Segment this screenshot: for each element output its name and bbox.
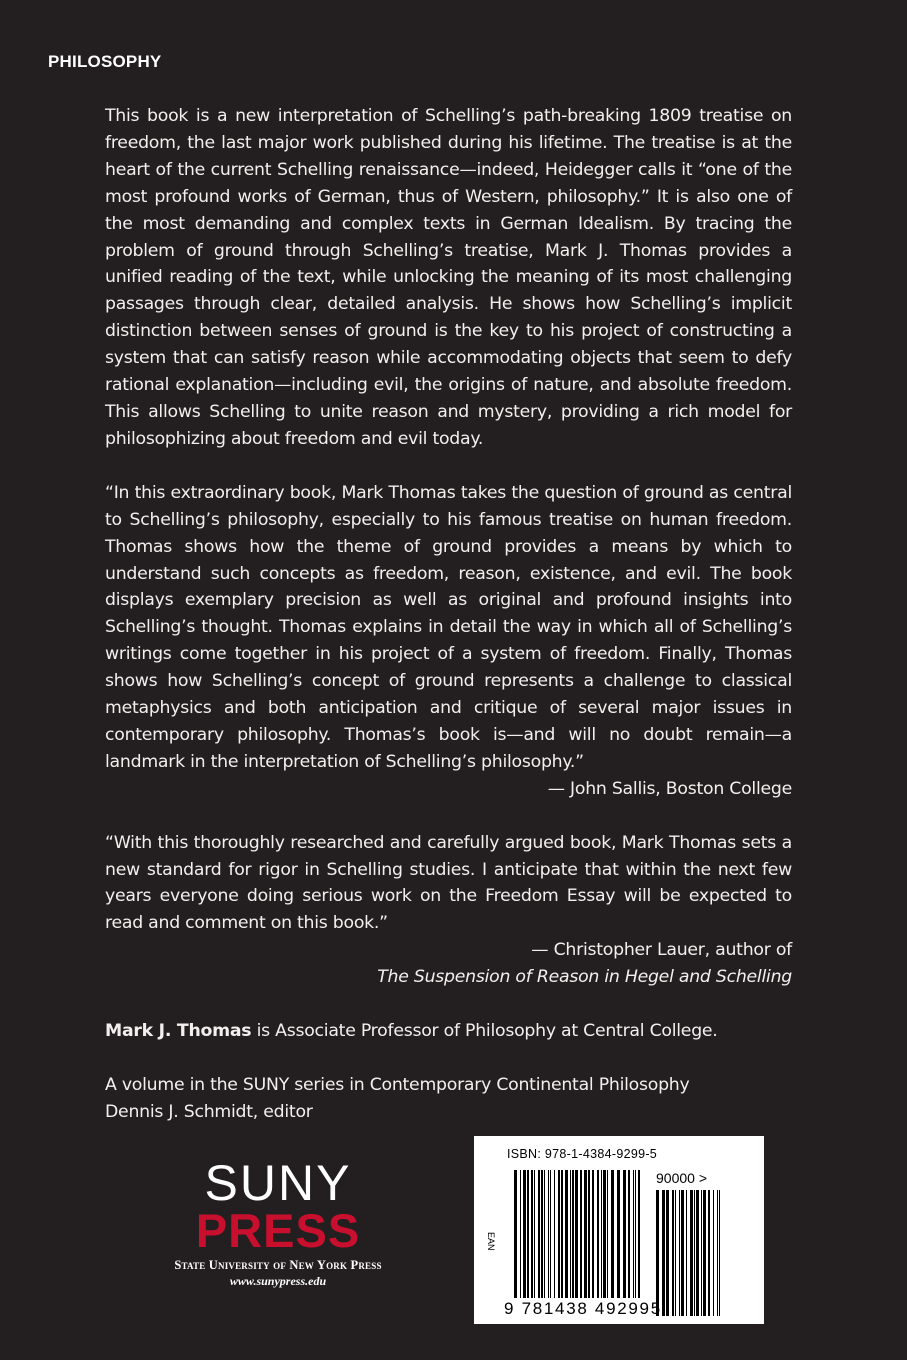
barcode-bar	[638, 1170, 640, 1298]
logo-suny-text: SUNY	[204, 1155, 352, 1211]
barcode-bar	[548, 1170, 549, 1298]
barcode-bars-graphic	[474, 1136, 764, 1324]
barcode-bar	[534, 1170, 535, 1298]
barcode-bar	[520, 1170, 521, 1298]
barcode-bar	[523, 1170, 526, 1298]
book-description: This book is a new interpretation of Schelling’s path-breaking 1809 treatise on freedom, the last major work published during his lifetime. The treatise is at the heart of the current Schelling renaissance—indeed, Heidegger calls it “one of the most profound works of German, thus of Western, philosophy.” It is also one of the most demanding and complex texts in German Idealism. By tracing the problem of ground through Schelling’s treatise, Mark J. Thomas provides a unified reading of the text, while unlocking the meaning of its most challenging passages through clear, detailed analysis. He shows how Schelling’s implicit distinction between senses of ground is the key to his project of constructing a system that can satisfy reason while accommodating objects that seem to defy rational explanation—including evil, the origins of nature, and absolute freedom. This allows Schelling to unite reason and mystery, providing a rich model for philosophizing about freedom and evil today.	[105, 106, 792, 449]
barcode-bar	[584, 1170, 587, 1298]
barcode-bar	[572, 1170, 574, 1298]
barcode-bar	[550, 1170, 551, 1298]
author-name: Mark J. Thomas	[105, 1021, 252, 1042]
barcode-bar	[607, 1170, 608, 1298]
barcode-bar	[675, 1190, 676, 1316]
addon-barcode-bars	[656, 1190, 720, 1316]
barcode-bar	[617, 1170, 620, 1298]
barcode-bar	[701, 1190, 702, 1316]
publisher-url: www.sunypress.edu	[229, 1274, 327, 1288]
cited-book-title: The Suspension of Reason in Hegel and Schelling	[377, 967, 792, 988]
series-editor: Dennis J. Schmidt, editor	[105, 1101, 313, 1122]
barcode-bar	[656, 1190, 659, 1316]
blurb-attribution-2-title	[105, 964, 792, 991]
barcode-bar	[601, 1170, 602, 1298]
author-bio-text: is Associate Professor of Philosophy at Central College.	[251, 1021, 718, 1042]
barcode-bar	[686, 1190, 687, 1316]
barcode-bar	[662, 1190, 665, 1316]
main-barcode-bars	[514, 1170, 640, 1298]
barcode-bar	[541, 1170, 543, 1298]
barcode-bar	[628, 1170, 630, 1298]
barcode-bar	[703, 1190, 706, 1316]
barcode-bar	[623, 1170, 626, 1298]
barcode-bar	[603, 1170, 606, 1298]
blurb-quote-2: “With this thoroughly researched and carefully argued book, Mark Thomas sets a new standard for rigor in Schelling studies. I anticipate that within the next few years everyone doing serious work on the Freedom Essay will be expected to read and comment on this book.”	[105, 832, 792, 934]
blurb-attribution-2: — Christopher Lauer, author of	[531, 940, 792, 961]
ean-label: EAN	[486, 1232, 496, 1251]
publisher-full-name: State University of New York Press	[174, 1258, 382, 1272]
barcode-bar	[635, 1170, 636, 1298]
addon-number: 90000 >	[656, 1170, 707, 1186]
barcode-bar	[588, 1170, 590, 1298]
blurb-attribution-1: — John Sallis, Boston College	[547, 778, 792, 799]
publisher-logo	[158, 1155, 398, 1289]
barcode-bar	[719, 1190, 720, 1316]
author-bio	[105, 1018, 792, 1045]
barcode-bar	[558, 1170, 560, 1298]
barcode-bar	[633, 1170, 634, 1298]
barcode-bar	[708, 1190, 710, 1316]
barcode-bar	[580, 1170, 582, 1298]
back-cover-text	[105, 103, 792, 1126]
barcode-bar	[514, 1170, 517, 1298]
barcode-bar	[592, 1170, 594, 1298]
blurb-quote-1: “In this extraordinary book, Mark Thomas takes the question of ground as central to Schelling’s philosophy, especially to his famous treatise on human freedom. Thomas shows how the theme of ground provides a means by which to understand such concepts as freedom, reason, existence, and evil. The book displays exemplary precision as well as original and profound insights into Schelling’s thought. Thomas explains in detail the way in which all of Schelling’s writings come together in his project of a system of freedom. Finally, Thomas shows how Schelling’s concept of ground represents a challenge to classical metaphysics and both anticipation and critique of several major issues in contemporary philosophy. Thomas’s book is—and will no doubt remain—a landmark in the interpretation of Schelling’s philosophy.”	[105, 482, 792, 772]
barcode-bar	[570, 1170, 571, 1298]
isbn-text: ISBN: 978-1-4384-9299-5	[507, 1147, 658, 1161]
barcode-bar	[538, 1170, 540, 1298]
barcode-bar	[554, 1170, 555, 1298]
barcode-bar	[531, 1170, 533, 1298]
barcode-bar	[597, 1170, 599, 1298]
barcode-bar	[694, 1190, 695, 1316]
barcode-bar	[681, 1190, 684, 1316]
barcode-bar	[696, 1190, 699, 1316]
barcode-bar	[672, 1190, 674, 1316]
barcode-bar	[717, 1190, 718, 1316]
barcode-bar	[565, 1170, 568, 1298]
barcode-digits: 9 781438 492995	[504, 1299, 662, 1318]
series-line: A volume in the SUNY series in Contemporary Continental Philosophy	[105, 1075, 690, 1095]
isbn-barcode	[474, 1136, 764, 1324]
logo-press-text: PRESS	[195, 1204, 361, 1257]
barcode-bar	[611, 1170, 614, 1298]
barcode-bar	[666, 1190, 669, 1316]
barcode-bar	[690, 1190, 693, 1316]
barcode-bar	[575, 1170, 578, 1298]
category-label: PHILOSOPHY	[48, 52, 162, 71]
barcode-bar	[679, 1190, 680, 1316]
barcode-bar	[527, 1170, 529, 1298]
barcode-bar	[561, 1170, 563, 1298]
barcode-bar	[544, 1170, 545, 1298]
barcode-bar	[713, 1190, 714, 1316]
